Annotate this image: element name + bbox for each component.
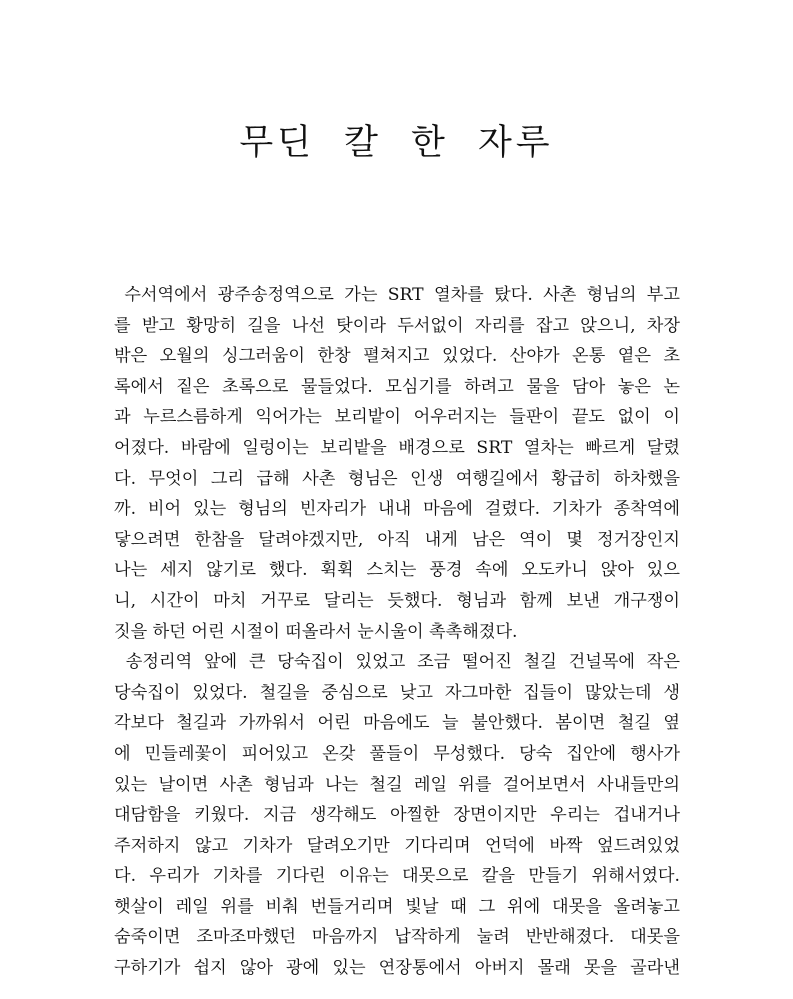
text-line: 있는 날이면 사촌 형님과 나는 철길 레일 위를 걸어보면서 사내들만의 — [114, 774, 680, 795]
text-line: 에 민들레꽃이 피어있고 온갖 풀들이 무성했다. 당숙 집안에 행사가 — [114, 743, 680, 764]
text-line: 까. 비어 있는 형님의 빈자리가 내내 마음에 걸렸다. 기차가 종착역에 — [114, 499, 680, 520]
text-line: 짓을 하던 어린 시절이 떠올라서 눈시울이 촉촉해졌다. — [114, 621, 518, 642]
text-line: 닿으려면 한참을 달려야겠지만, 아직 내게 남은 역이 몇 정거장인지 — [114, 529, 680, 550]
text-line: 각보다 철길과 가까워서 어린 마음에도 늘 불안했다. 봄이면 철길 옆 — [114, 713, 680, 734]
body-text — [114, 280, 680, 984]
paragraph — [114, 280, 680, 647]
text-line: 다. 우리가 기차를 기다린 이유는 대못으로 칼을 만들기 위해서였다. — [114, 866, 680, 887]
text-line: 주저하지 않고 기차가 달려오기만 기다리며 언덕에 바짝 엎드려있었 — [114, 835, 680, 856]
text-line: 숨죽이면 조마조마했던 마음까지 납작하게 눌려 반반해졌다. 대못을 — [114, 927, 680, 948]
text-line: 밖은 오월의 싱그러움이 한창 펼쳐지고 있었다. 산야가 온통 옅은 초 — [114, 346, 680, 367]
text-line: 를 받고 황망히 길을 나선 탓이라 두서없이 자리를 잡고 앉으니, 차장 — [114, 315, 680, 336]
text-line: 다. 무엇이 그리 급해 사촌 형님은 인생 여행길에서 황급히 하차했을 — [114, 468, 680, 489]
text-line: 나는 세지 않기로 했다. 휙휙 스치는 풍경 속에 오도카니 앉아 있으 — [114, 560, 680, 581]
text-line: 록에서 짙은 초록으로 물들었다. 모심기를 하려고 물을 담아 놓은 논 — [114, 376, 680, 397]
page-title: 무딘 칼 한 자루 — [239, 123, 554, 163]
text-line: 니, 시간이 마치 거꾸로 달리는 듯했다. 형님과 함께 보낸 개구쟁이 — [114, 590, 680, 611]
text-line: 당숙집이 있었다. 철길을 중심으로 낮고 자그마한 집들이 많았는데 생 — [114, 682, 680, 703]
text-line: 수서역에서 광주송정역으로 가는 SRT 열차를 탔다. 사촌 형님의 부고 — [114, 285, 680, 305]
text-line: 구하기가 쉽지 않아 광에 있는 연장통에서 아버지 몰래 못을 골라낸 — [114, 958, 680, 979]
paragraph — [114, 647, 680, 984]
text-line: 대담함을 키웠다. 지금 생각해도 아찔한 장면이지만 우리는 겁내거나 — [114, 805, 680, 826]
text-line: 과 누르스름하게 익어가는 보리밭이 어우러지는 들판이 끝도 없이 이 — [114, 407, 680, 428]
text-line: 송정리역 앞에 큰 당숙집이 있었고 조금 떨어진 철길 건널목에 작은 — [114, 652, 680, 673]
text-line: 어졌다. 바람에 일렁이는 보리밭을 배경으로 SRT 열차는 빠르게 달렸 — [114, 437, 680, 458]
text-line: 햇살이 레일 위를 비춰 번들거리며 빛날 때 그 위에 대못을 올려놓고 — [114, 896, 680, 917]
